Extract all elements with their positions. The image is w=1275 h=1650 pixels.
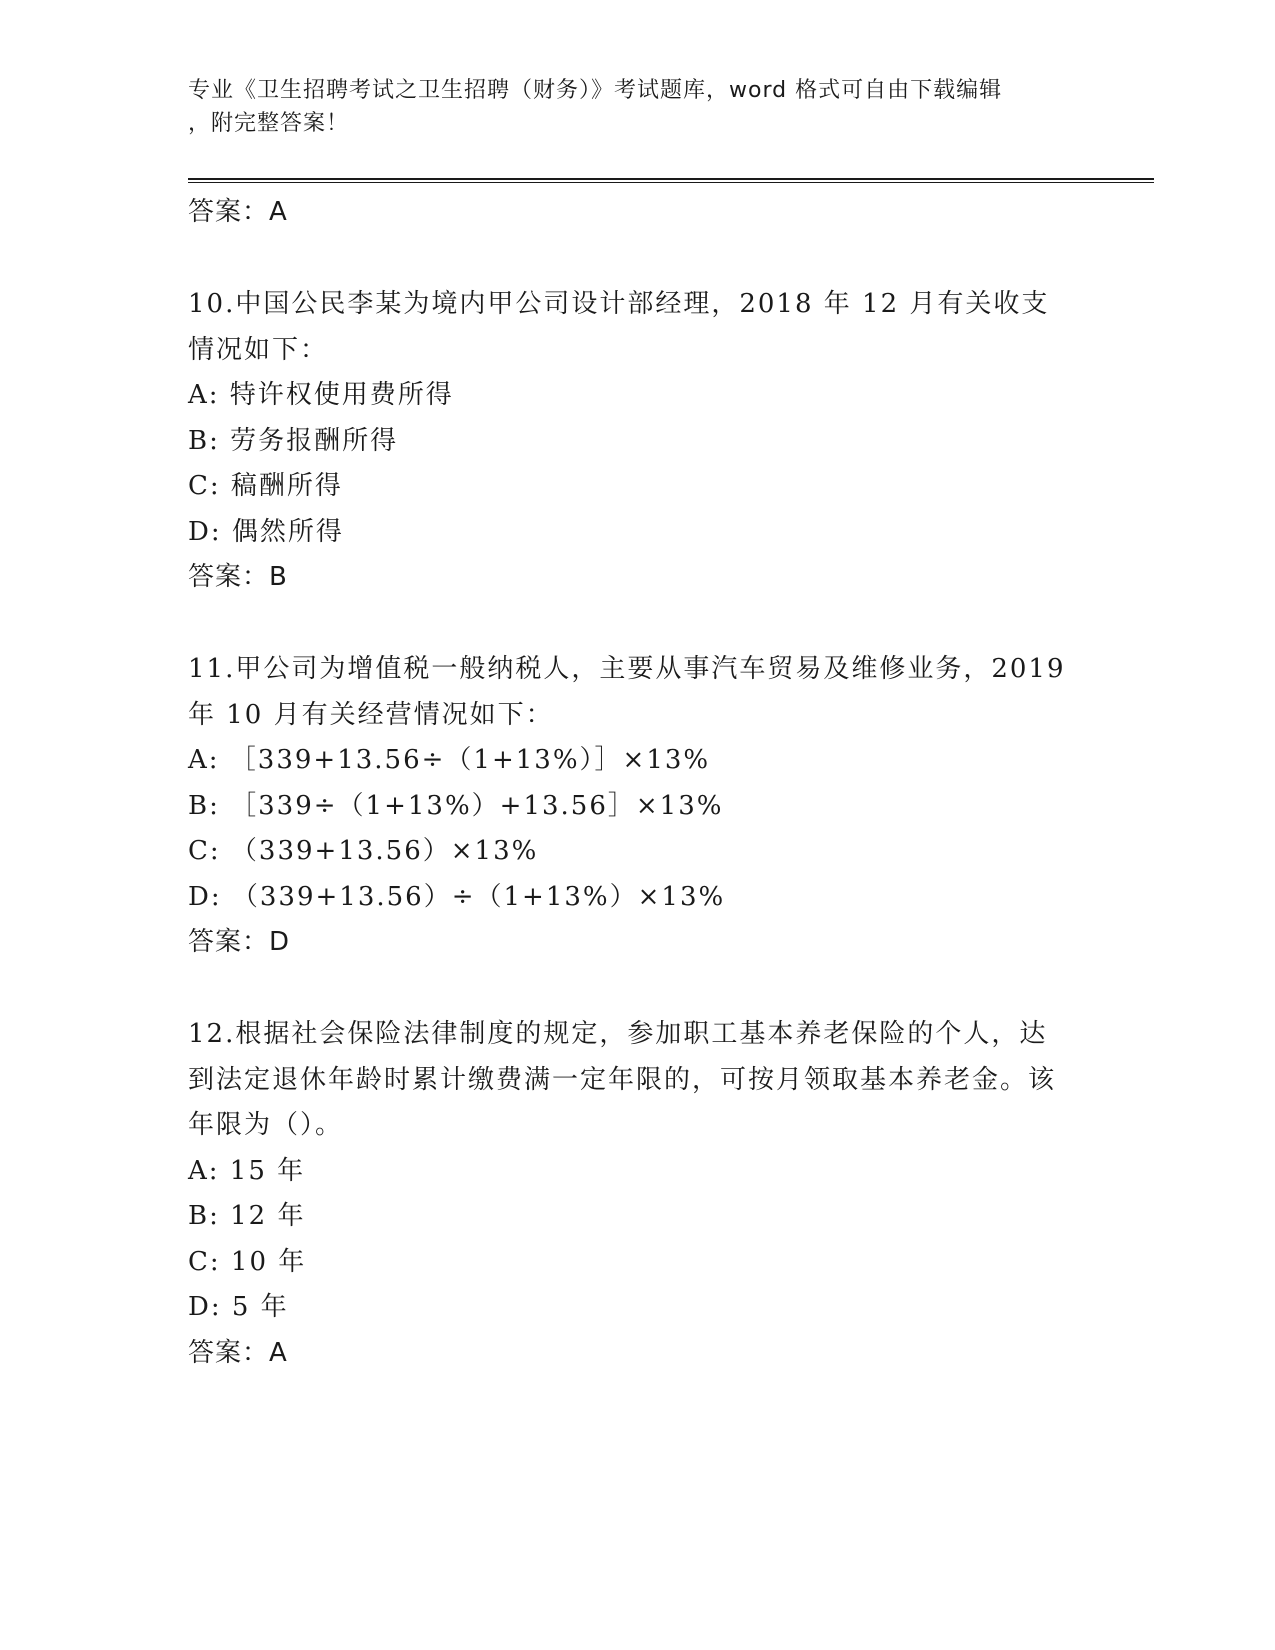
option-b: B: 12 年 — [188, 1201, 306, 1231]
option-d: D: 偶然所得 — [188, 516, 344, 547]
option-b: B: 劳务报酬所得 — [188, 425, 399, 456]
answer: 答案：A — [188, 1337, 288, 1368]
option-d: D: 5 年 — [188, 1292, 289, 1322]
answer: 答案：B — [188, 562, 288, 592]
option-c: C: （339+13.56）×13% — [188, 836, 539, 866]
question-text: 10.中国公民李某为境内甲公司设计部经理，2018 年 12 月有关收支情况如下： — [188, 289, 1050, 365]
option-d: D: （339+13.56）÷（1+13%）×13% — [188, 881, 726, 912]
option-c: C: 稿酬所得 — [188, 471, 343, 501]
question-text: 12.根据社会保险法律制度的规定，参加职工基本养老保险的个人，达到法定退休年龄时累计缴费满一定年限的，可按月领取基本养老金。该年限为（）。 — [188, 1019, 1057, 1140]
question-text: 11.甲公司为增值税一般纳税人，主要从事汽车贸易及维修业务，2019 年 10 月有关经营情况如下： — [188, 654, 1066, 730]
question-11 — [188, 647, 1088, 965]
question-list — [188, 190, 1088, 1376]
header-line-1: 专业《卫生招聘考试之卫生招聘（财务）》考试题库，word 格式可自由下载编辑 — [188, 78, 1003, 103]
option-c: C: 10 年 — [188, 1246, 307, 1277]
answer: 答案：D — [188, 927, 291, 957]
header-divider-thin — [188, 182, 1154, 183]
option-a: A: ［339+13.56÷（1+13%）］×13% — [188, 745, 711, 775]
option-a: A: 特许权使用费所得 — [188, 380, 454, 410]
header-line-2: ，附完整答案！ — [188, 111, 350, 136]
option-b: B: ［339÷（1+13%）+13.56］×13% — [188, 790, 724, 821]
option-a: A: 15 年 — [188, 1155, 306, 1186]
page-header — [188, 74, 1068, 140]
question-12 — [188, 1012, 1088, 1376]
answer-prev: 答案：A — [188, 197, 288, 227]
question-10 — [188, 282, 1088, 600]
header-divider-thick — [188, 178, 1154, 180]
